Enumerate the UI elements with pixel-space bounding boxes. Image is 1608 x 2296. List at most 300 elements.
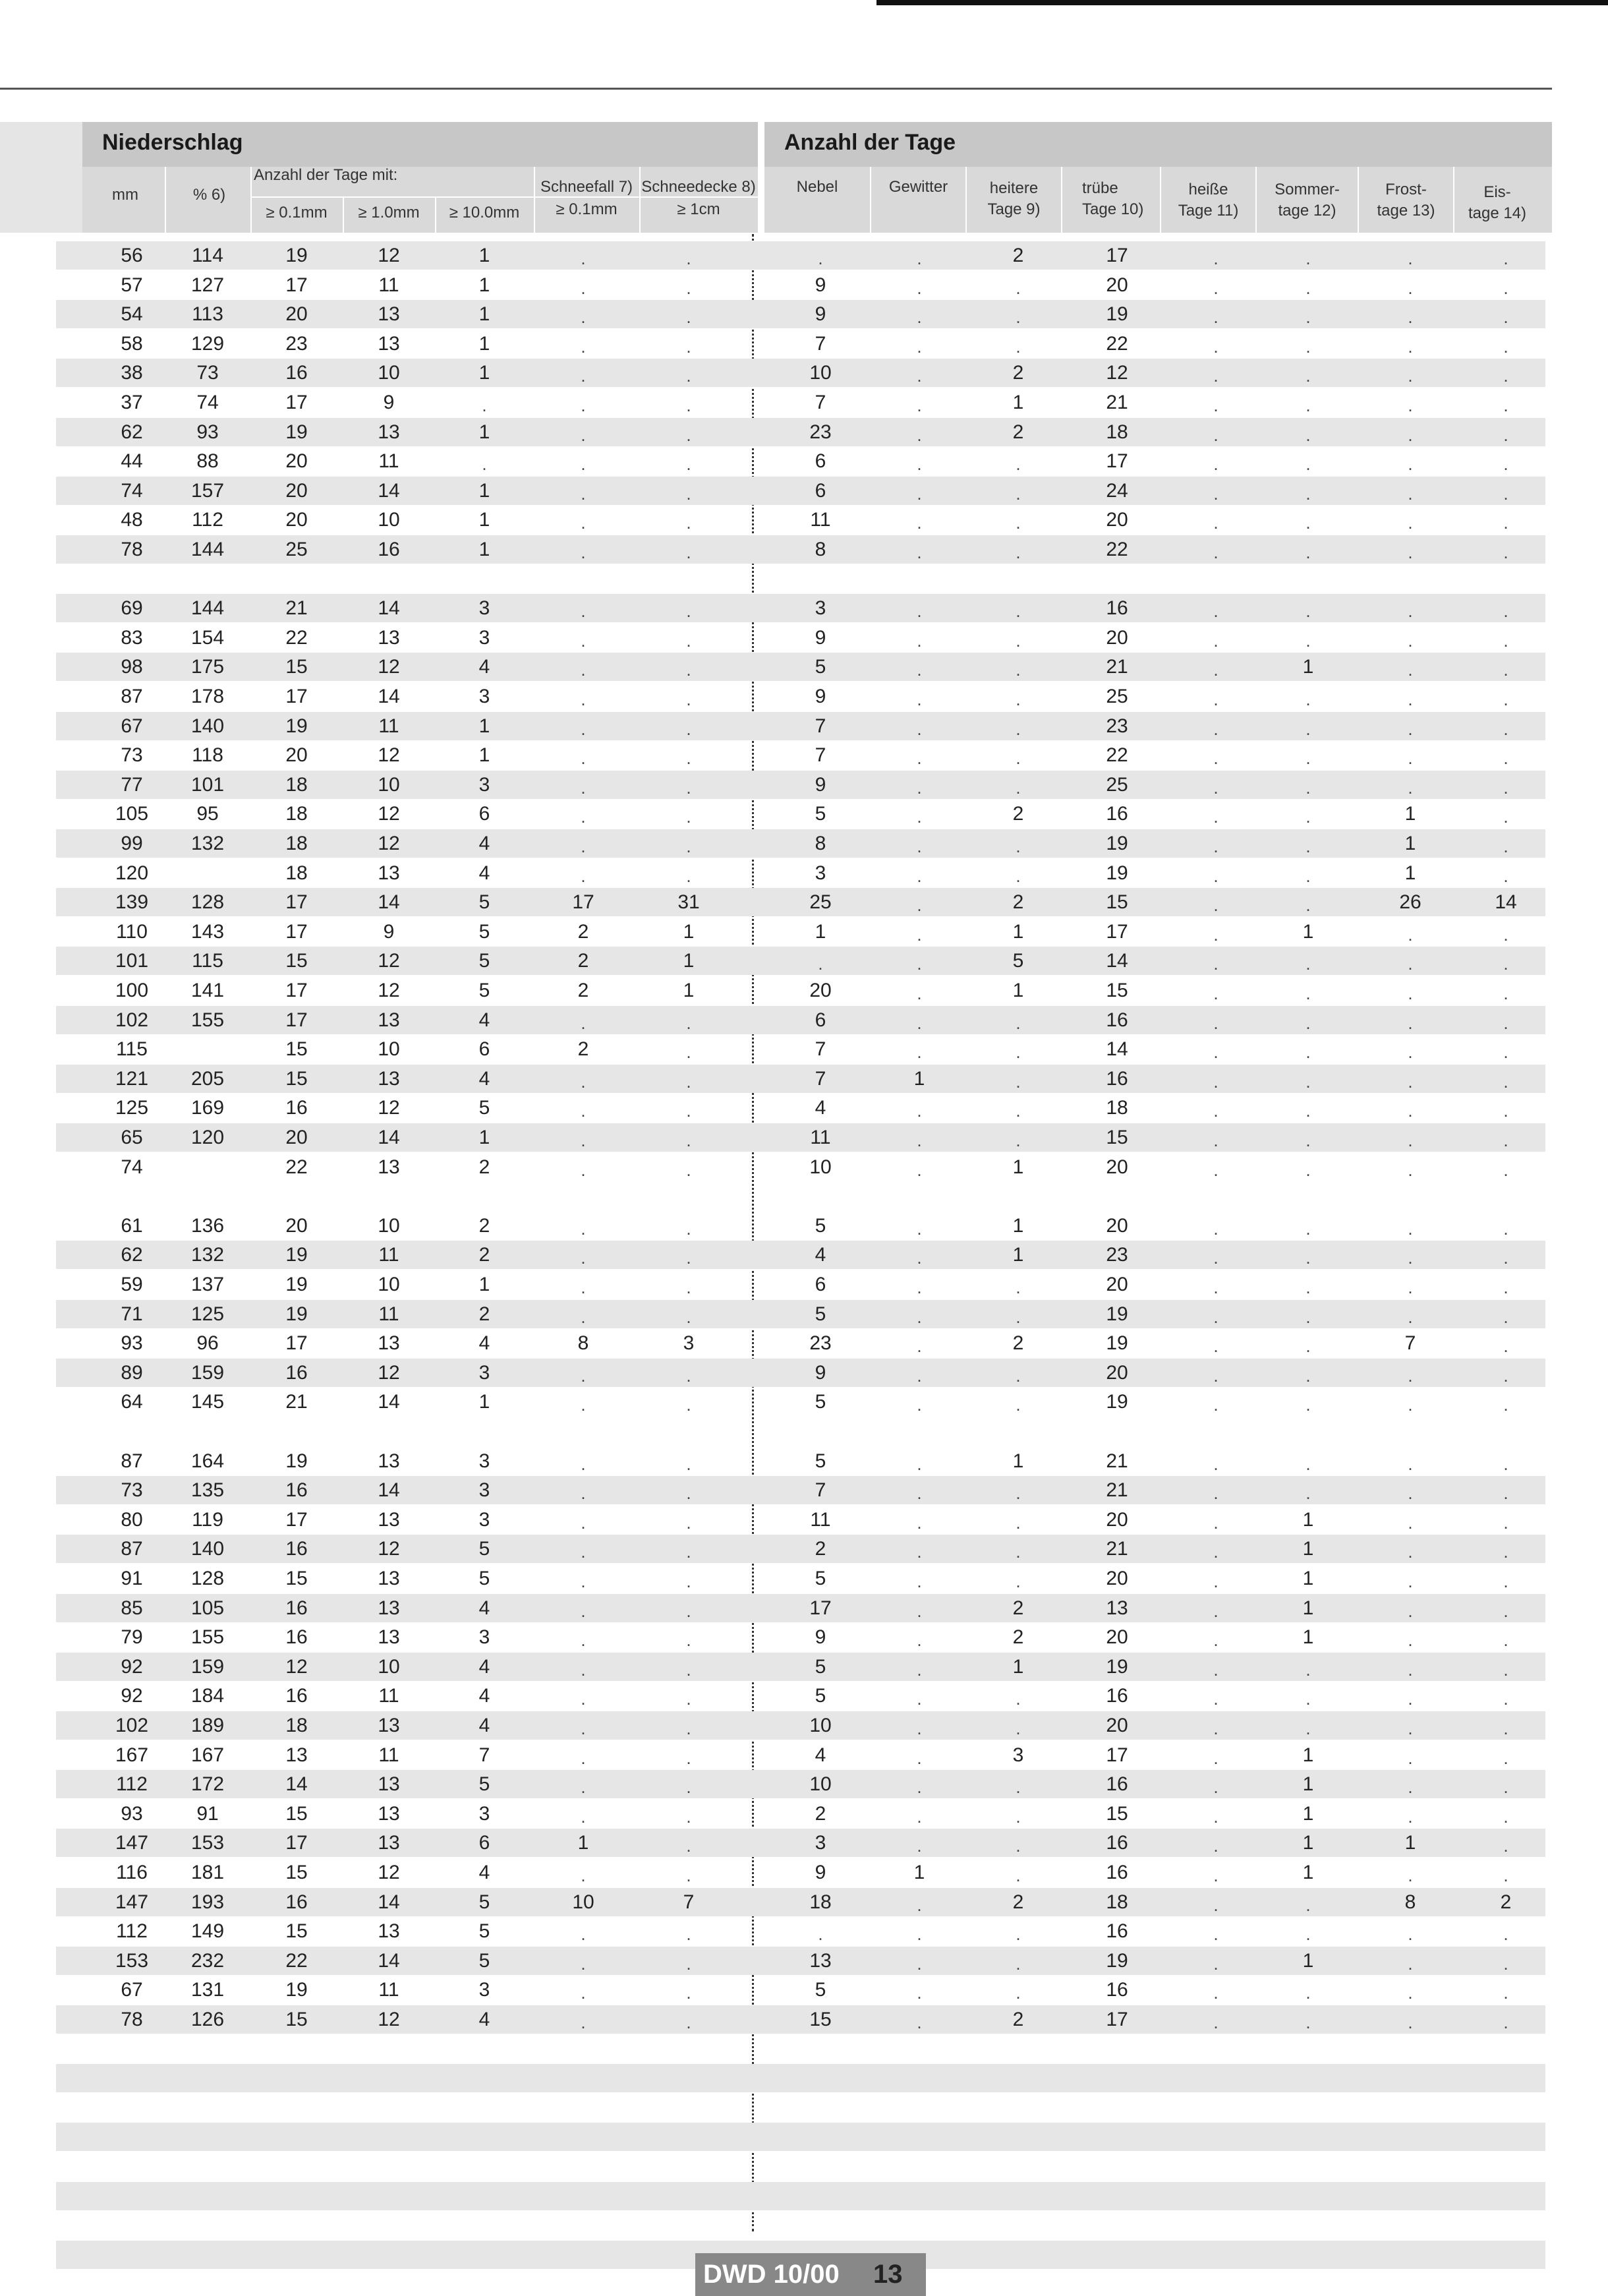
cell-gewitter: . <box>917 984 922 1003</box>
table-row <box>56 477 1545 505</box>
cell-frosttage: . <box>1408 1454 1413 1474</box>
cell-frosttage: . <box>1408 719 1413 739</box>
cell-gewitter: . <box>917 2013 922 2032</box>
cell-gewitter: . <box>917 1924 922 1945</box>
cell-schneedecke: . <box>686 1483 691 1504</box>
cell-truebe-tage: 19 <box>1106 1391 1128 1413</box>
cell-truebe-tage: 22 <box>1106 744 1128 767</box>
cell-eistage: . <box>1503 396 1508 415</box>
cell-ge-1-0mm: 14 <box>378 1949 400 1972</box>
cell-ge-1-0mm: 12 <box>378 744 400 767</box>
cell-ge-10-0mm: 2 <box>478 1303 490 1325</box>
cell-ge-10-0mm: 7 <box>478 1744 490 1766</box>
cell-percent: 154 <box>190 626 225 649</box>
cell-nebel: 11 <box>810 509 831 531</box>
cell-frosttage: . <box>1408 748 1413 769</box>
table-row <box>56 947 1545 975</box>
cell-heisse-tage: . <box>1213 748 1219 769</box>
cell-ge-1-0mm: 11 <box>378 1685 399 1707</box>
cell-truebe-tage: 16 <box>1106 1862 1128 1883</box>
cell-sommertage: . <box>1306 1071 1311 1092</box>
cell-schneedecke: . <box>686 1365 691 1386</box>
cell-schneefall: . <box>581 1278 586 1297</box>
cell-heisse-tage: . <box>1213 1836 1219 1856</box>
cell-mm: 102 <box>115 1715 149 1736</box>
cell-sommertage: . <box>1306 954 1311 974</box>
cell-heitere-tage: 1 <box>1012 1450 1024 1472</box>
cell-truebe-tage: 17 <box>1106 450 1128 473</box>
table-row <box>56 859 1545 887</box>
cell-sommertage: . <box>1306 1659 1311 1680</box>
cell-ge-0-1mm: 17 <box>285 1009 308 1031</box>
cell-schneedecke: . <box>686 1806 691 1827</box>
cell-eistage: . <box>1503 630 1508 651</box>
cell-schneefall: . <box>581 543 586 562</box>
cell-heitere-tage: 1 <box>1012 1156 1024 1178</box>
cell-ge-10-0mm: 5 <box>478 980 490 1001</box>
cell-schneedecke: . <box>686 543 691 562</box>
header-anzahl-tage-mit: Anzahl der Tage mit: <box>254 166 398 184</box>
cell-ge-0-1mm: 15 <box>285 1802 308 1825</box>
cell-sommertage: . <box>1306 1336 1311 1357</box>
cell-nebel: . <box>818 249 823 268</box>
cell-ge-10-0mm: 3 <box>478 1479 490 1502</box>
cell-ge-1-0mm: 12 <box>378 1361 400 1384</box>
cell-sommertage: . <box>1306 719 1311 739</box>
table-row <box>56 1888 1545 1916</box>
cell-schneedecke: . <box>686 1630 691 1651</box>
cell-ge-1-0mm: 12 <box>378 245 400 266</box>
cell-sommertage: . <box>1306 1895 1311 1915</box>
cell-sommertage: . <box>1306 1719 1311 1738</box>
cell-nebel: 9 <box>815 274 826 296</box>
cell-eistage: . <box>1503 601 1508 622</box>
footer-badge <box>695 2253 926 2296</box>
cell-heisse-tage: . <box>1213 1101 1219 1121</box>
header-subrule <box>250 196 534 198</box>
cell-percent: 157 <box>190 479 225 502</box>
cell-sommertage: . <box>1306 1365 1311 1386</box>
cell-nebel: 6 <box>815 1274 826 1295</box>
cell-nebel: 5 <box>815 1568 826 1589</box>
cell-eistage: . <box>1503 1160 1508 1180</box>
cell-truebe-tage: 21 <box>1106 1479 1128 1502</box>
cell-ge-0-1mm: 17 <box>285 1832 308 1854</box>
cell-percent: 74 <box>196 392 219 413</box>
cell-percent: 96 <box>196 1332 219 1355</box>
cell-sommertage: . <box>1306 1483 1311 1504</box>
cell-ge-0-1mm: 18 <box>285 1715 308 1736</box>
cell-heisse-tage: . <box>1213 307 1219 328</box>
cell-schneedecke: . <box>686 1013 691 1033</box>
cell-ge-0-1mm: 16 <box>285 1597 308 1619</box>
cell-percent: 140 <box>190 715 225 737</box>
cell-heisse-tage: . <box>1213 1895 1219 1915</box>
cell-schneedecke: . <box>686 336 691 357</box>
cell-eistage: . <box>1503 1483 1508 1504</box>
cell-heisse-tage: . <box>1213 366 1219 386</box>
cell-schneedecke: . <box>686 1689 691 1709</box>
cell-schneedecke: . <box>686 1924 691 1945</box>
header-schneedecke-sub: ≥ 1cm <box>677 200 720 218</box>
cell-nebel: 9 <box>815 626 826 649</box>
cell-schneefall: 2 <box>577 920 589 943</box>
cell-frosttage: . <box>1408 1777 1413 1798</box>
cell-mm: 37 <box>121 392 143 413</box>
cell-ge-0-1mm: 20 <box>285 303 308 326</box>
cell-schneedecke: . <box>686 1542 691 1562</box>
cell-mm: 69 <box>121 597 143 620</box>
cell-ge-0-1mm: 19 <box>285 245 308 266</box>
cell-gewitter: . <box>917 1483 922 1504</box>
cell-eistage: . <box>1503 1953 1508 1974</box>
cell-schneedecke: . <box>686 748 691 769</box>
cell-truebe-tage: 25 <box>1106 773 1128 796</box>
cell-sommertage: . <box>1306 1101 1311 1121</box>
cell-percent: 132 <box>190 1244 225 1266</box>
cell-ge-10-0mm: 1 <box>478 539 490 560</box>
cell-truebe-tage: 24 <box>1106 479 1128 502</box>
cell-ge-0-1mm: 17 <box>285 686 308 707</box>
cell-nebel: 15 <box>809 2009 832 2030</box>
cell-percent: 136 <box>190 1214 225 1237</box>
cell-ge-1-0mm: 13 <box>378 1568 400 1589</box>
cell-percent: 126 <box>190 2009 225 2030</box>
cell-ge-10-0mm: 1 <box>478 715 490 737</box>
cell-heisse-tage: . <box>1213 454 1219 475</box>
cell-schneedecke: . <box>686 366 691 386</box>
cell-sommertage: . <box>1306 601 1311 622</box>
cell-eistage: . <box>1503 336 1508 357</box>
cell-schneedecke: 1 <box>683 980 695 1001</box>
cell-schneedecke: . <box>686 837 691 856</box>
cell-schneedecke: . <box>686 1160 691 1180</box>
table-row <box>56 1065 1545 1093</box>
header-ge-1-0mm: ≥ 1.0mm <box>358 204 420 221</box>
cell-sommertage: 1 <box>1302 1597 1314 1619</box>
cell-ge-1-0mm: 14 <box>378 686 400 707</box>
cell-eistage: . <box>1503 543 1508 562</box>
cell-heitere-tage: . <box>1016 336 1021 357</box>
cell-ge-10-0mm: 4 <box>478 1067 490 1090</box>
table-row <box>56 1035 1545 1063</box>
cell-ge-1-0mm: 10 <box>378 362 400 384</box>
cell-truebe-tage: 20 <box>1106 1715 1128 1736</box>
cell-nebel: 5 <box>815 1685 826 1707</box>
cell-gewitter: . <box>917 396 922 415</box>
cell-gewitter: . <box>917 924 922 945</box>
cell-ge-1-0mm: 13 <box>378 1067 400 1090</box>
cell-frosttage: . <box>1408 984 1413 1003</box>
cell-ge-10-0mm: 1 <box>478 421 490 443</box>
header-truebe: trübe <box>1082 179 1118 197</box>
cell-eistage: . <box>1503 1542 1508 1562</box>
cell-ge-10-0mm: 6 <box>478 1038 490 1061</box>
cell-percent <box>171 1153 244 1181</box>
cell-ge-0-1mm: 15 <box>285 1038 308 1061</box>
cell-schneefall: . <box>581 336 586 357</box>
cell-schneefall: . <box>581 1454 586 1474</box>
cell-gewitter: . <box>917 1278 922 1297</box>
cell-schneefall: . <box>581 807 586 827</box>
table-row <box>56 1800 1545 1828</box>
cell-schneefall: . <box>581 1719 586 1738</box>
cell-truebe-tage: 19 <box>1106 862 1128 884</box>
cell-heisse-tage: . <box>1213 719 1219 739</box>
cell-schneefall: 10 <box>572 1891 594 1913</box>
cell-mm: 57 <box>121 274 143 296</box>
header-sep <box>250 167 252 233</box>
cell-sommertage: . <box>1306 336 1311 357</box>
cell-truebe-tage: 20 <box>1106 1156 1128 1178</box>
cell-truebe-tage: 20 <box>1106 626 1128 649</box>
header-frost: Frost- <box>1385 181 1427 198</box>
cell-sommertage: . <box>1306 777 1311 798</box>
cell-heitere-tage: 2 <box>1012 2009 1024 2030</box>
cell-mm: 92 <box>121 1655 143 1678</box>
cell-nebel: 5 <box>815 1214 826 1237</box>
cell-nebel: 4 <box>815 1244 826 1266</box>
cell-sommertage: 1 <box>1302 1862 1314 1883</box>
cell-mm: 56 <box>121 245 143 266</box>
cell-ge-10-0mm: 1 <box>478 245 490 266</box>
cell-schneedecke: . <box>686 1866 691 1885</box>
cell-heitere-tage: . <box>1016 1983 1021 2003</box>
cell-sommertage: . <box>1306 1131 1311 1150</box>
cell-nebel: 8 <box>815 539 826 560</box>
cell-eistage: . <box>1503 866 1508 886</box>
cell-ge-10-0mm: 3 <box>478 1450 490 1472</box>
cell-ge-1-0mm: 13 <box>378 332 400 355</box>
cell-ge-10-0mm: 6 <box>478 1832 490 1854</box>
cell-nebel: 5 <box>815 1391 826 1413</box>
cell-schneedecke: . <box>686 1395 691 1415</box>
cell-mm: 59 <box>121 1274 143 1295</box>
cell-frosttage: . <box>1408 690 1413 709</box>
cell-mm: 44 <box>121 450 143 473</box>
cell-truebe-tage: 18 <box>1106 1097 1128 1119</box>
cell-schneedecke: . <box>686 1953 691 1974</box>
cell-heisse-tage: . <box>1213 1071 1219 1092</box>
cell-schneedecke: . <box>686 1748 691 1768</box>
header-sep <box>1255 167 1257 233</box>
section-title-anzahl: Anzahl der Tage <box>784 130 956 155</box>
cell-mm: 67 <box>121 1979 143 2001</box>
cell-ge-10-0mm: 3 <box>478 773 490 796</box>
empty-row <box>56 2182 1545 2210</box>
cell-nebel: 5 <box>815 656 826 678</box>
cell-ge-1-0mm: 10 <box>378 1655 400 1678</box>
cell-heitere-tage: . <box>1016 1395 1021 1415</box>
cell-eistage: . <box>1503 1748 1508 1768</box>
cell-ge-1-0mm: 14 <box>378 1891 400 1913</box>
cell-sommertage: . <box>1306 1395 1311 1415</box>
cell-gewitter: . <box>917 1160 922 1180</box>
section-header-anzahl <box>764 122 1552 167</box>
cell-schneedecke: . <box>686 660 691 680</box>
cell-percent: 172 <box>190 1773 225 1796</box>
table-row <box>56 1476 1545 1504</box>
cell-ge-0-1mm: 17 <box>285 1332 308 1355</box>
cell-eistage: . <box>1503 660 1508 680</box>
cell-truebe-tage: 20 <box>1106 1274 1128 1295</box>
cell-frosttage: . <box>1408 1248 1413 1268</box>
cell-ge-10-0mm: 3 <box>478 1979 490 2001</box>
cell-eistage: . <box>1503 1307 1508 1327</box>
cell-schneedecke: . <box>686 454 691 475</box>
cell-frosttage: . <box>1408 1071 1413 1092</box>
cell-frosttage: 1 <box>1404 803 1416 825</box>
cell-mm: 110 <box>116 920 148 943</box>
cell-ge-10-0mm: 5 <box>478 1949 490 1972</box>
header-nebel: Nebel <box>796 178 838 196</box>
cell-gewitter: . <box>917 954 922 974</box>
cell-ge-10-0mm: 4 <box>478 656 490 678</box>
cell-ge-1-0mm: 13 <box>378 1332 400 1355</box>
cell-ge-10-0mm: 2 <box>478 1214 490 1237</box>
table-row <box>56 829 1545 858</box>
cell-gewitter: . <box>917 278 922 298</box>
cell-nebel: 8 <box>815 833 826 854</box>
cell-mm: 87 <box>121 1538 143 1560</box>
cell-eistage: . <box>1503 1601 1508 1621</box>
cell-truebe-tage: 20 <box>1106 509 1128 531</box>
cell-eistage: . <box>1503 1365 1508 1386</box>
cell-schneedecke: . <box>686 278 691 298</box>
cell-frosttage: . <box>1408 1013 1413 1033</box>
cell-schneefall: 17 <box>572 891 594 914</box>
cell-frosttage: . <box>1408 1572 1413 1591</box>
cell-ge-1-0mm: 12 <box>378 833 400 854</box>
cell-frosttage: 1 <box>1404 1832 1416 1854</box>
cell-sommertage: 1 <box>1302 1538 1314 1560</box>
header-heisse-sub: Tage 11) <box>1178 202 1239 220</box>
cell-ge-1-0mm: 12 <box>378 980 400 1001</box>
cell-mm: 99 <box>121 833 143 854</box>
cell-schneedecke: . <box>686 1836 691 1856</box>
cell-heisse-tage: . <box>1213 483 1219 504</box>
cell-truebe-tage: 25 <box>1106 686 1128 707</box>
cell-ge-0-1mm: 19 <box>285 1274 308 1295</box>
cell-ge-1-0mm: 11 <box>378 274 399 296</box>
cell-heisse-tage: . <box>1213 1659 1219 1680</box>
cell-gewitter: . <box>917 307 922 328</box>
cell-ge-0-1mm: 17 <box>285 1508 308 1531</box>
cell-schneedecke: 1 <box>683 920 695 943</box>
cell-truebe-tage: 17 <box>1106 920 1128 943</box>
cell-percent: 181 <box>190 1862 225 1883</box>
cell-ge-10-0mm: 4 <box>478 1009 490 1031</box>
cell-nebel: 5 <box>815 1303 826 1325</box>
cell-sommertage: . <box>1306 807 1311 827</box>
cell-ge-1-0mm: 11 <box>378 1303 399 1325</box>
header-sep <box>1160 167 1161 233</box>
cell-truebe-tage: 23 <box>1106 1244 1128 1266</box>
cell-ge-1-0mm: 14 <box>378 891 400 914</box>
cell-nebel: 6 <box>815 1009 826 1031</box>
cell-eistage: . <box>1503 1924 1508 1945</box>
cell-mm: 120 <box>115 862 149 884</box>
cell-mm: 38 <box>121 362 143 384</box>
cell-percent: 164 <box>190 1450 225 1472</box>
cell-schneedecke: . <box>686 1101 691 1121</box>
cell-percent: 169 <box>190 1097 225 1119</box>
cell-sommertage: . <box>1306 543 1311 562</box>
cell-gewitter: . <box>917 1572 922 1591</box>
cell-percent: 175 <box>190 656 225 678</box>
cell-ge-10-0mm: 4 <box>478 1862 490 1883</box>
cell-sommertage: . <box>1306 513 1311 533</box>
cell-heisse-tage: . <box>1213 543 1219 562</box>
cell-mm: 115 <box>116 1038 148 1061</box>
cell-gewitter: . <box>917 1248 922 1268</box>
cell-frosttage: . <box>1408 1630 1413 1651</box>
cell-schneedecke: . <box>686 1983 691 2003</box>
cell-ge-10-0mm: 5 <box>478 891 490 914</box>
cell-ge-10-0mm: 1 <box>478 1391 490 1413</box>
cell-schneefall: . <box>581 837 586 856</box>
cell-truebe-tage: 20 <box>1106 1626 1128 1649</box>
cell-heitere-tage: . <box>1016 1689 1021 1709</box>
cell-frosttage: . <box>1408 278 1413 298</box>
cell-frosttage: . <box>1408 1806 1413 1827</box>
cell-gewitter: . <box>917 1601 922 1621</box>
cell-nebel: 23 <box>809 421 832 443</box>
cell-percent: 155 <box>190 1626 225 1649</box>
cell-eistage: . <box>1503 1512 1508 1533</box>
header-sep <box>165 167 166 233</box>
top-edge-bar <box>876 0 1608 5</box>
cell-truebe-tage: 15 <box>1106 1127 1128 1148</box>
cell-ge-0-1mm: 19 <box>285 421 308 443</box>
cell-gewitter: . <box>917 483 922 504</box>
cell-eistage: . <box>1503 454 1508 475</box>
cell-nebel: 20 <box>809 980 832 1001</box>
table-row <box>56 1300 1545 1328</box>
table-row <box>56 1564 1545 1593</box>
cell-truebe-tage: 16 <box>1106 1832 1128 1854</box>
cell-heisse-tage: . <box>1213 1395 1219 1415</box>
cell-percent: 119 <box>192 1508 223 1531</box>
cell-ge-10-0mm: 4 <box>478 1715 490 1736</box>
cell-ge-0-1mm: 16 <box>285 1538 308 1560</box>
cell-schneefall: . <box>581 1630 586 1651</box>
cell-schneedecke: . <box>686 601 691 622</box>
table-row <box>56 1506 1545 1534</box>
cell-frosttage: . <box>1408 366 1413 386</box>
cell-frosttage: . <box>1408 454 1413 475</box>
cell-eistage: . <box>1503 748 1508 769</box>
cell-truebe-tage: 19 <box>1106 1949 1128 1972</box>
cell-heitere-tage: . <box>1016 660 1021 680</box>
cell-percent: 143 <box>190 920 225 943</box>
cell-percent: 193 <box>190 1891 225 1913</box>
cell-ge-1-0mm: 11 <box>378 715 399 737</box>
cell-ge-1-0mm: 13 <box>378 1156 400 1178</box>
cell-mm: 98 <box>121 656 143 678</box>
cell-ge-10-0mm: 2 <box>478 1244 490 1266</box>
cell-schneefall: . <box>581 1572 586 1591</box>
cell-sommertage: . <box>1306 1218 1311 1239</box>
cell-frosttage: . <box>1408 483 1413 504</box>
cell-nebel: 11 <box>810 1508 831 1531</box>
cell-schneefall: . <box>581 601 586 622</box>
cell-schneedecke: . <box>686 1572 691 1591</box>
cell-mm: 105 <box>115 803 149 825</box>
cell-ge-10-0mm: 3 <box>478 1802 490 1825</box>
cell-nebel: 10 <box>809 362 832 384</box>
cell-schneefall: . <box>581 1983 586 2003</box>
